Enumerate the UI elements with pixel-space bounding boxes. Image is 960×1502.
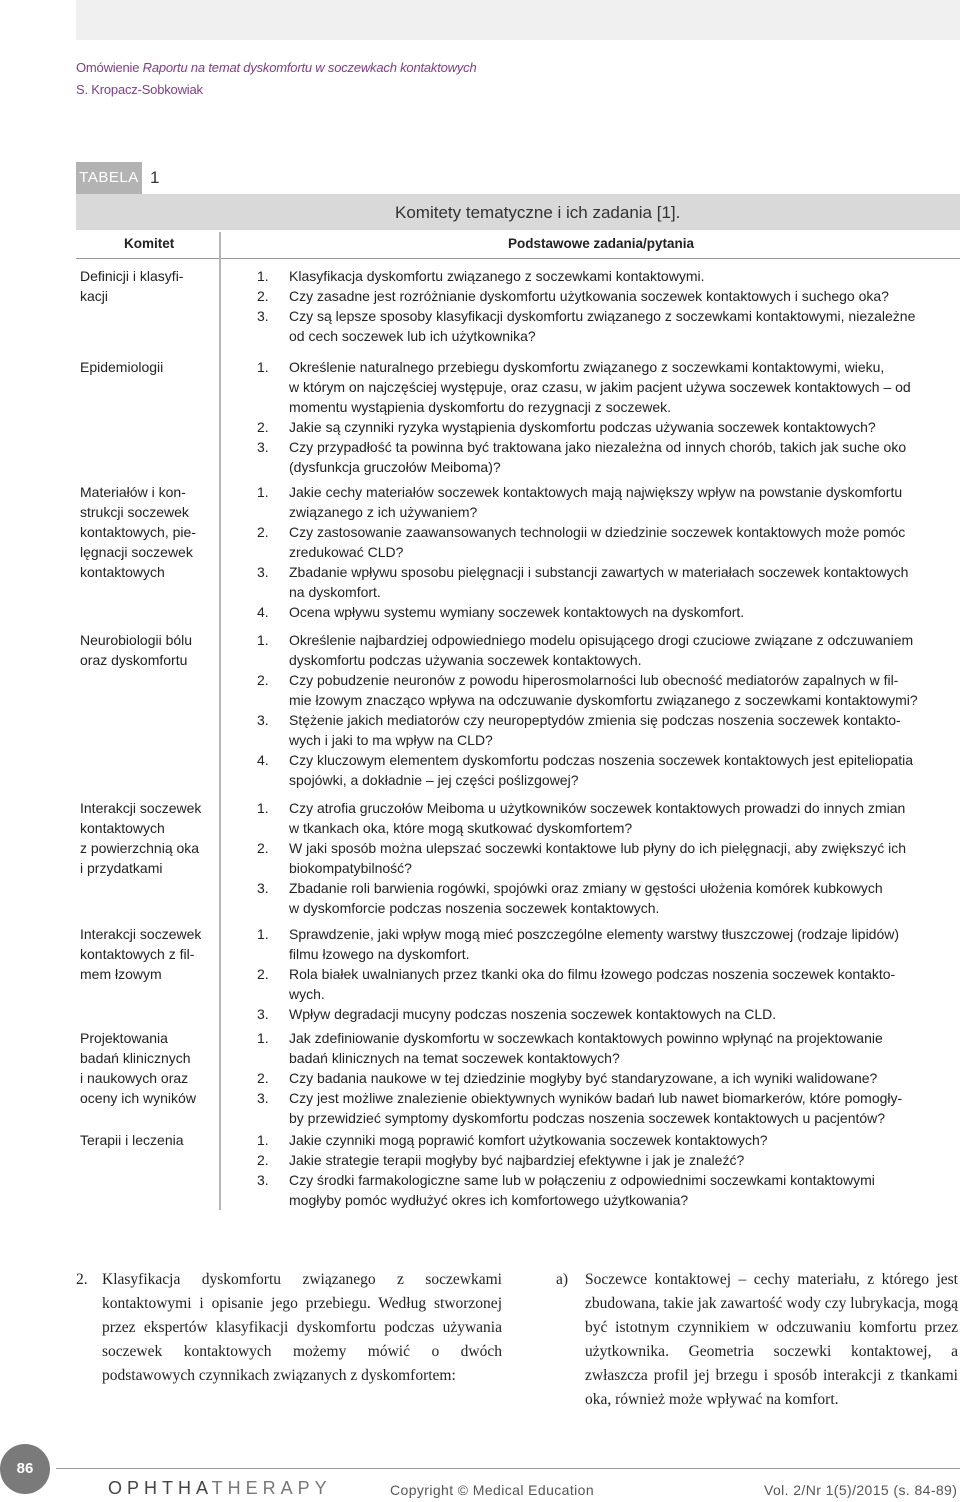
list-item <box>257 1004 957 1024</box>
item-number: 1. <box>257 268 269 284</box>
item-number: 3. <box>257 712 269 728</box>
list-item <box>257 670 957 710</box>
item-text: Zbadanie wpływu sposobu pielęgnacji i substancji zawartych w materiałach soczewek kontaktowych na dyskomfort. <box>289 564 909 600</box>
item-text: Czy zastosowanie zaawansowanych technologii w dziedzinie soczewek kontaktowych może pomóc zredukować CLD? <box>289 524 906 560</box>
item-text: Sprawdzenie, jaki wpływ mogą mieć poszczególne elementy warstwy tłuszczowej (rodzaje lipidów) filmu łzowego na dyskomfort. <box>289 926 900 962</box>
list-marker: a) <box>556 1271 569 1288</box>
item-text: Zbadanie roli barwienia rogówki, spojówki oraz zmiany w gęstości ułożenia komórek kubkowych w dyskomforcie podczas noszenia soczewek kontaktowych. <box>289 880 883 916</box>
list-item <box>257 924 957 964</box>
list-item <box>257 838 957 878</box>
item-text: Klasyfikacja dyskomfortu związanego z soczewkami kontaktowymi. <box>289 268 705 284</box>
item-text: Stężenie jakich mediatorów czy neuropeptydów zmienia się podczas noszenia soczewek kontakto- wych i jaki to ma wpływ na CLD? <box>289 712 901 748</box>
list-item <box>257 1130 957 1150</box>
running-title <box>76 60 477 75</box>
item-number: 2. <box>257 288 269 304</box>
item-text: Rola białek uwalnianych przez tkanki oka do filmu łzowego podczas noszenia soczewek kontakto- wych. <box>289 966 896 1002</box>
task-list <box>257 1028 957 1128</box>
item-text: Czy zasadne jest rozróżnianie dyskomfortu użytkowania soczewek kontaktowych i suchego oka? <box>289 288 889 304</box>
body-column-left <box>76 1268 502 1388</box>
running-title-italic: Raportu na temat dyskomfortu w soczewkach kontaktowych <box>142 60 477 75</box>
item-number: 1. <box>257 632 269 648</box>
item-text: Jakie są czynniki ryzyka wystąpienia dyskomfortu podczas używania soczewek kontaktowych? <box>289 419 876 435</box>
item-number: 1. <box>257 484 269 500</box>
column-header-committee: Komitet <box>124 236 175 251</box>
item-text: Jakie strategie terapii mogłyby być najbardziej efektywne i jak je znaleźć? <box>289 1152 745 1168</box>
item-text: Jak zdefiniowanie dyskomfortu w soczewkach kontaktowych powinno wpłynąć na projektowanie badań klinicznych na temat soczewek kontaktowych? <box>289 1030 883 1066</box>
item-number: 1. <box>257 359 269 375</box>
list-item <box>257 266 957 286</box>
item-number: 1. <box>257 926 269 942</box>
item-number: 1. <box>257 1132 269 1148</box>
body-column-right <box>556 1268 958 1412</box>
item-text: Określenie najbardziej odpowiedniego modelu opisującego drogi czuciowe związane z odczuwaniem dyskomfortu podczas używania soczewek kontaktowych. <box>289 632 914 668</box>
committee-name: Terapii i leczenia <box>80 1132 184 1148</box>
list-item <box>257 964 957 1004</box>
item-number: 3. <box>257 880 269 896</box>
page-number: 86 <box>0 1444 50 1494</box>
item-number: 4. <box>257 604 269 620</box>
list-item <box>257 1068 957 1088</box>
task-list <box>257 630 957 790</box>
list-item <box>257 1150 957 1170</box>
item-text: Jakie cechy materiałów soczewek kontaktowych mają największy wpływ na powstanie dyskomfortu związanego z ich używaniem? <box>289 484 903 520</box>
item-text: Czy pobudzenie neuronów z powodu hiperosmolarności lub obecność mediatorów zapalnych w fil- mie łzowym znacząco wpływa na odczuwanie dyskomfortu związanego z soczewkami kontaktowymi? <box>289 672 918 708</box>
list-item <box>257 562 957 602</box>
committee-name: Epidemiologii <box>80 359 164 375</box>
item-number: 3. <box>257 1090 269 1106</box>
body-paragraph-left: Klasyfikacja dyskomfortu związanego z soczewkami kontaktowymi i opisanie jego przebiegu. Według stworzonej przez ekspertów klasyfikacji dyskomfortu podczas używania soczewek kontaktowych możemy mówić o dwóch podstawowych czynnikach związanych z dyskomfortem: <box>102 1271 502 1384</box>
item-number: 3. <box>257 1172 269 1188</box>
task-list <box>257 266 957 346</box>
brand-light: THERAPY <box>211 1478 332 1498</box>
item-number: 1. <box>257 1030 269 1046</box>
running-title-prefix: Omówienie <box>76 60 143 75</box>
task-list <box>257 1130 957 1210</box>
item-number: 2. <box>257 524 269 540</box>
item-number: 2. <box>257 1152 269 1168</box>
footer-rule <box>56 1468 960 1469</box>
list-marker: 2. <box>76 1271 88 1288</box>
item-text: Czy badania naukowe w tej dziedzinie mogłyby być standaryzowane, a ich wyniki walidowane? <box>289 1070 878 1086</box>
list-item <box>257 286 957 306</box>
task-list <box>257 798 957 918</box>
item-number: 2. <box>257 840 269 856</box>
item-text: Czy środki farmakologiczne same lub w połączeniu z odpowiednimi soczewkami kontaktowymi mogłyby pomóc wydłużyć okres ich komfortowego użytkowania? <box>289 1172 875 1208</box>
top-bar <box>76 0 960 40</box>
column-divider <box>219 232 221 1210</box>
item-number: 1. <box>257 800 269 816</box>
list-item <box>257 437 957 477</box>
item-text: Wpływ degradacji mucyny podczas noszenia soczewek kontaktowych na CLD. <box>289 1006 777 1022</box>
list-item <box>257 357 957 417</box>
task-list <box>257 357 957 477</box>
committee-name: Interakcji soczewek kontaktowych z powierzchnią oka i przydatkami <box>80 800 202 876</box>
item-text: Czy kluczowym elementem dyskomfortu podczas noszenia soczewek kontaktowych jest epiteliopatia spojówki, a dokładnie – jej części poślizgowej? <box>289 752 914 788</box>
item-number: 2. <box>257 672 269 688</box>
list-item <box>257 602 957 622</box>
task-list <box>257 924 957 1024</box>
item-text: Jakie czynniki mogą poprawić komfort użytkowania soczewek kontaktowych? <box>289 1132 768 1148</box>
committee-name: Definicji i klasyfi- kacji <box>80 268 184 304</box>
item-text: Określenie naturalnego przebiegu dyskomfortu związanego z soczewkami kontaktowymi, wieku, w którym on najczęściej występuje, oraz czasu, w jakim pacjent używa soczewek kontaktowych – od momentu wystąpienia dyskomfortu do rezygnacji z soczewek. <box>289 359 911 415</box>
list-item <box>257 750 957 790</box>
list-item <box>257 710 957 750</box>
task-list <box>257 482 957 622</box>
item-number: 3. <box>257 439 269 455</box>
item-text: Czy atrofia gruczołów Meiboma u użytkowników soczewek kontaktowych prowadzi do innych zmian w tkankach oka, które mogą skutkować dyskomfortem? <box>289 800 906 836</box>
item-number: 3. <box>257 564 269 580</box>
footer-volume: Vol. 2/Nr 1(5)/2015 (s. 84-89) <box>764 1482 958 1498</box>
item-text: Czy jest możliwe znalezienie obiektywnych wyników badań lub nawet biomarkerów, które pomogły- by przewidzieć symptomy dyskomfortu podczas noszenia soczewek kontaktowych u pacjentów? <box>289 1090 903 1126</box>
item-number: 3. <box>257 308 269 324</box>
list-item <box>257 306 957 346</box>
committee-name: Projektowania badań klinicznych i naukowych oraz oceny ich wyników <box>80 1030 196 1106</box>
list-item <box>257 417 957 437</box>
list-item <box>257 1170 957 1210</box>
list-item <box>257 1088 957 1128</box>
item-text: Czy są lepsze sposoby klasyfikacji dyskomfortu związanego z soczewkami kontaktowymi, niezależne od cech soczewek lub ich użytkownika? <box>289 308 916 344</box>
committee-name: Materiałów i kon- strukcji soczewek kontaktowych, pie- lęgnacji soczewek kontaktowych <box>80 484 196 580</box>
footer-copyright: Copyright © Medical Education <box>390 1482 595 1498</box>
item-text: Ocena wpływu systemu wymiany soczewek kontaktowych na dyskomfort. <box>289 604 745 620</box>
table-caption: Komitety tematyczne i ich zadania [1]. <box>395 203 681 222</box>
journal-brand <box>108 1478 332 1499</box>
item-number: 2. <box>257 1070 269 1086</box>
list-item <box>257 522 957 562</box>
list-item <box>257 630 957 670</box>
item-number: 3. <box>257 1006 269 1022</box>
item-text: W jaki sposób można ulepszać soczewki kontaktowe lub płyny do ich pielęgnacji, aby zwiększyć ich biokompatybilność? <box>289 840 907 876</box>
table-tab-number: 1 <box>142 162 180 194</box>
brand-dark: OPHTHA <box>108 1478 212 1498</box>
item-text: Czy przypadłość ta powinna być traktowana jako niezależna od innych chorób, takich jak suche oko (dysfunkcja gruczołów Meiboma)? <box>289 439 907 475</box>
list-item <box>257 878 957 918</box>
list-item <box>257 482 957 522</box>
item-number: 2. <box>257 966 269 982</box>
committee-name: Neurobiologii bólu oraz dyskomfortu <box>80 632 193 668</box>
list-item <box>257 798 957 838</box>
column-header-tasks: Podstawowe zadania/pytania <box>508 236 695 251</box>
table-tab-label: TABELA <box>76 162 142 194</box>
committee-name: Interakcji soczewek kontaktowych z fil- mem łzowym <box>80 926 202 982</box>
header-rule <box>76 258 960 259</box>
list-item <box>257 1028 957 1068</box>
item-number: 2. <box>257 419 269 435</box>
body-paragraph-right: Soczewce kontaktowej – cechy materiału, z którego jest zbudowana, takie jak zawartość wody czy lubrykacja, mogą być istotnym czynnikiem w odczuwaniu komfortu przez użytkownika. Geometria soczewki kontaktowej, a zwłaszcza profil jej brzegu i sposób interakcji z tkankami oka, również może wpływać na komfort. <box>585 1271 958 1408</box>
item-number: 4. <box>257 752 269 768</box>
running-author: S. Kropacz-Sobkowiak <box>76 82 203 97</box>
